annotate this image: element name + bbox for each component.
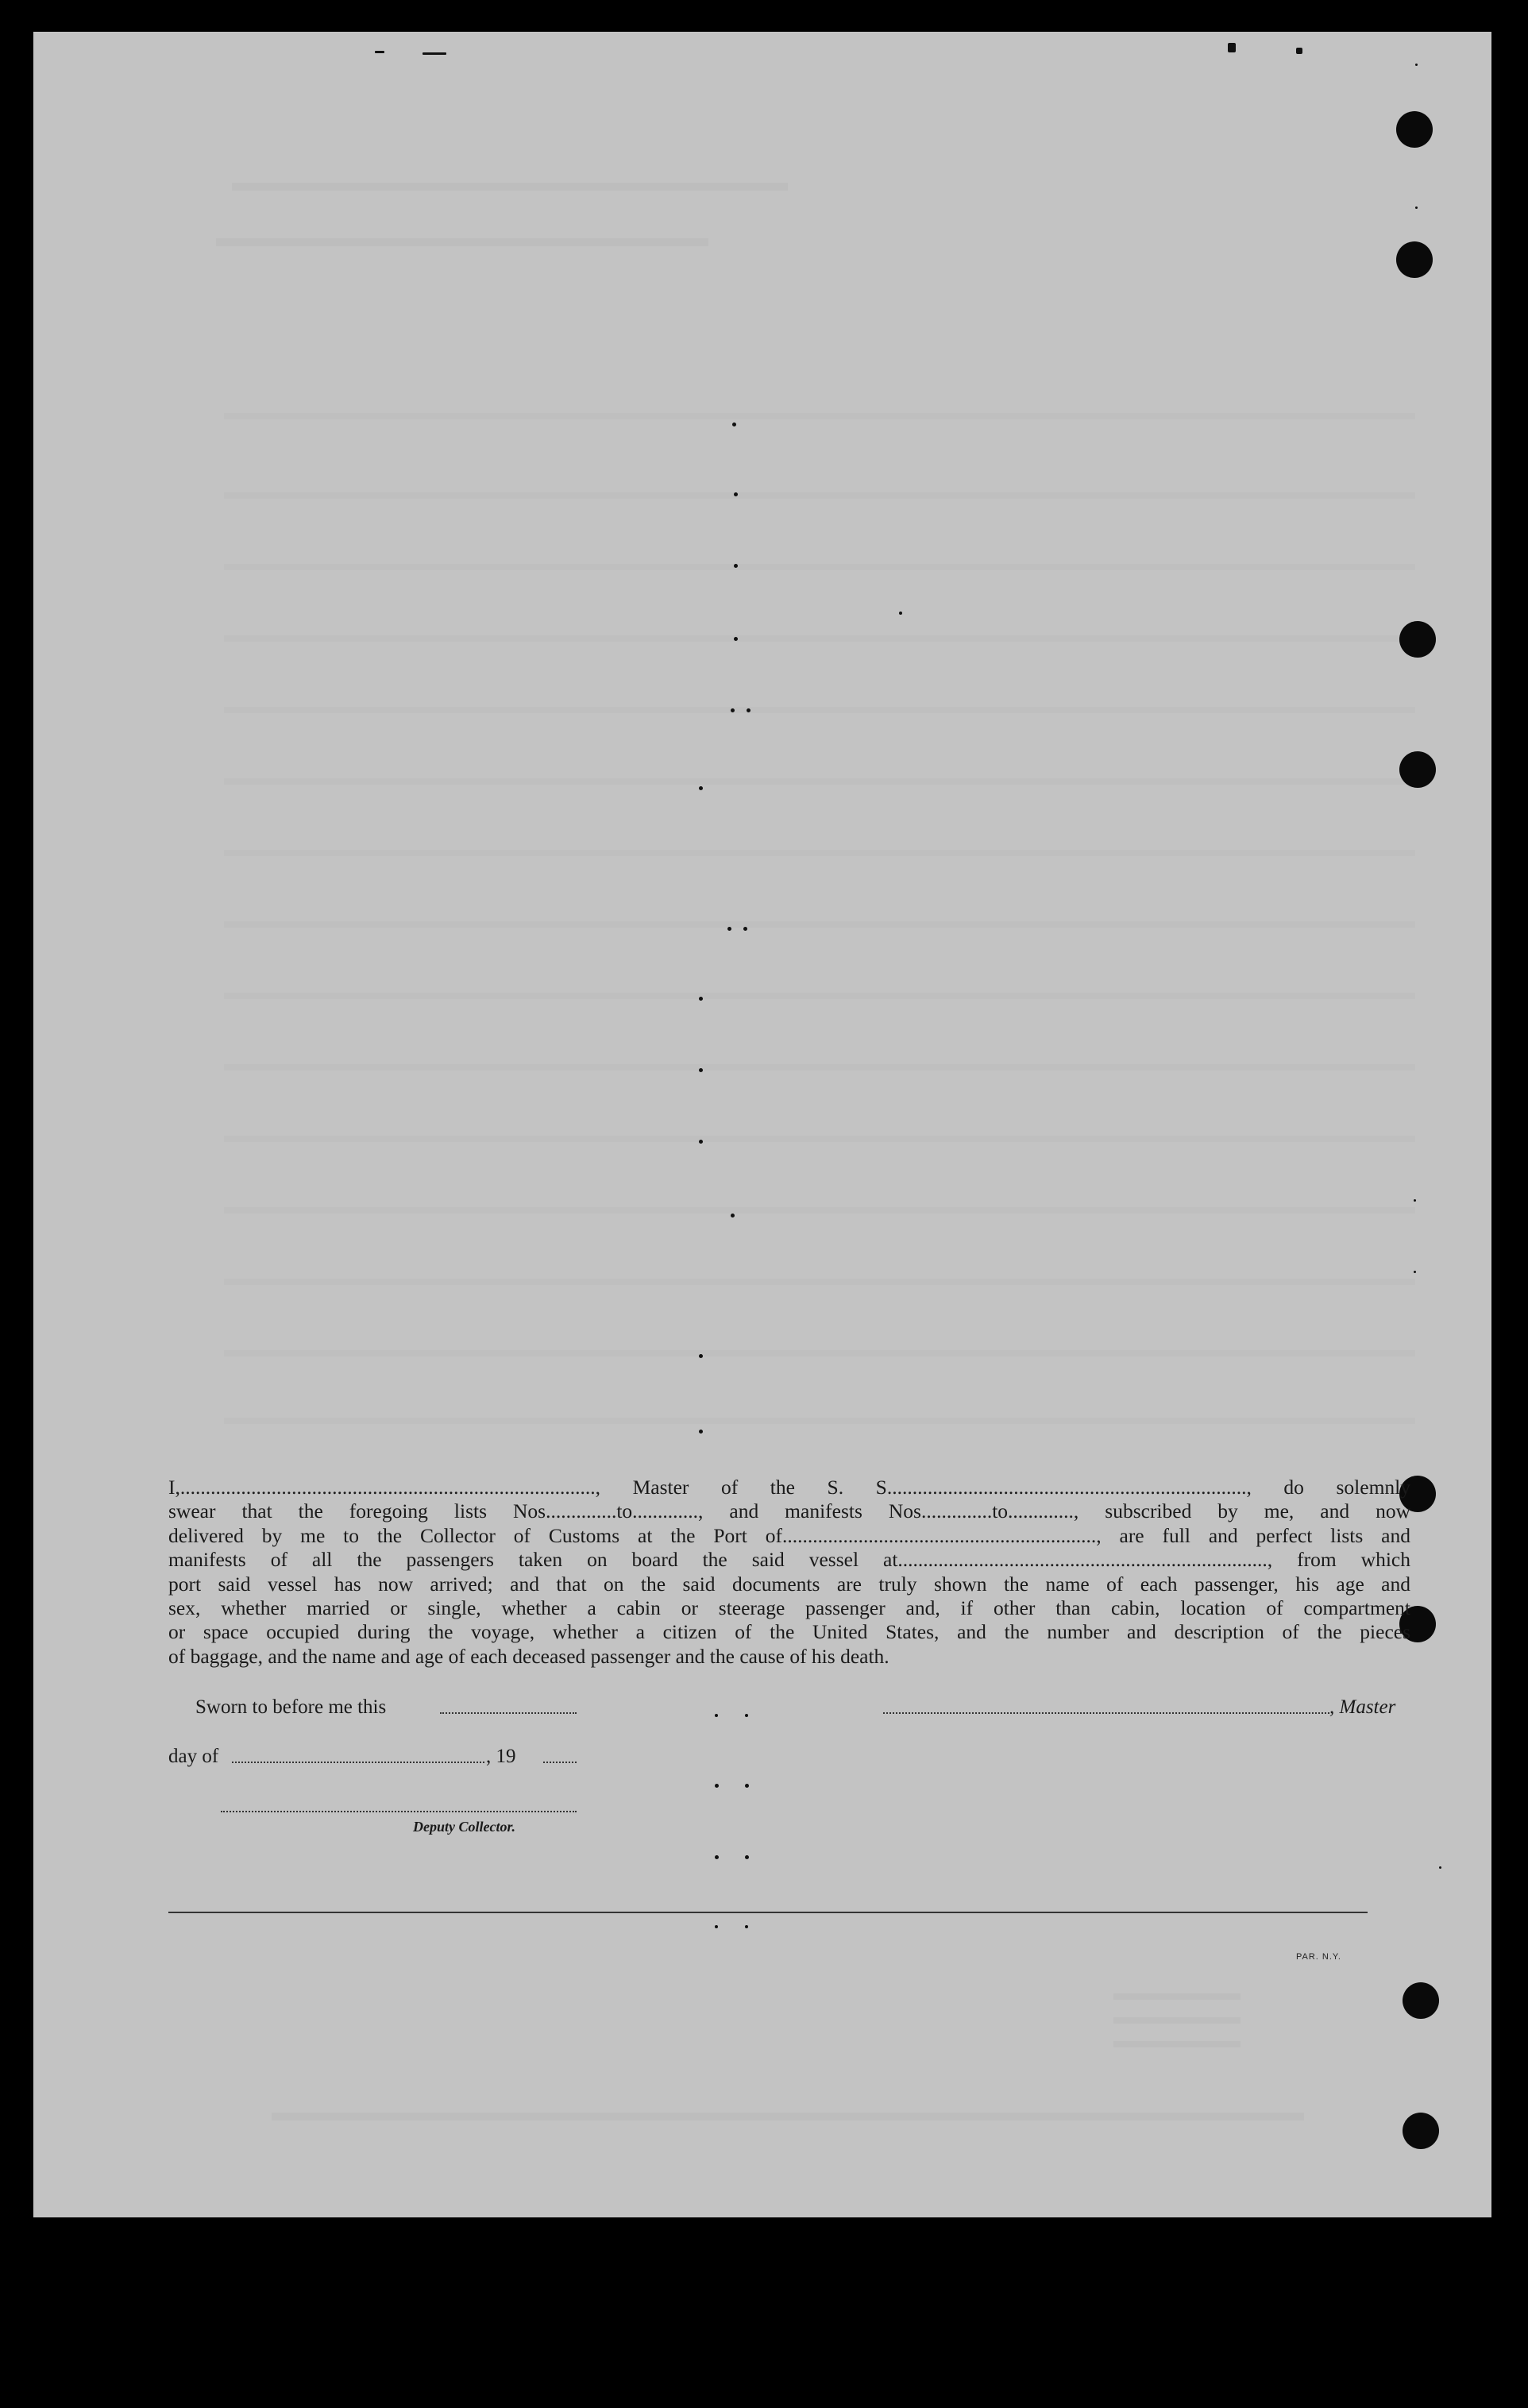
sworn-label <box>195 1696 386 1719</box>
printer-mark: PAR. N.Y. <box>1296 1952 1341 1962</box>
day-of-text: day of <box>168 1746 219 1767</box>
master-oath-paragraph <box>168 1476 1410 1669</box>
year-prefix: 19 <box>496 1746 516 1767</box>
oath-line: manifests of all the passengers taken on board the said vessel at........................................................................., from which <box>168 1548 1410 1572</box>
punch-hole <box>1399 751 1436 788</box>
oath-line: port said vessel has now arrived; and that on the said documents are truly shown the name of each passenger, his age and <box>168 1572 1410 1596</box>
day-of-label <box>168 1746 218 1768</box>
oath-line: swear that the foregoing lists Nos..............to............., and manifests Nos..............to............., subscribed by me, and now <box>168 1499 1410 1523</box>
punch-hole <box>1403 2113 1439 2149</box>
punch-hole <box>1399 621 1436 658</box>
punch-hole <box>1396 111 1433 148</box>
oath-line: or space occupied during the voyage, whether a citizen of the United States, and the number and description of the pieces <box>168 1620 1410 1644</box>
master-signature-blank <box>883 1712 1329 1714</box>
sworn-text: Sworn to before me this <box>195 1696 387 1718</box>
oath-line: I,.................................................................................., Master of the S. S......................................................................., do solemnly <box>168 1476 1410 1499</box>
horizontal-rule <box>168 1912 1368 1913</box>
day-of-blank <box>232 1762 484 1763</box>
master-label: Master <box>1339 1696 1396 1718</box>
manifest-page <box>33 32 1491 2217</box>
sworn-day-blank <box>440 1712 577 1714</box>
deputy-signature-blank <box>221 1811 577 1812</box>
oath-line: delivered by me to the Collector of Customs at the Port of.............................................................., are full and perfect lists and <box>168 1523 1410 1547</box>
deputy-collector-label: Deputy Collector. <box>413 1819 515 1835</box>
year-label: , 19 <box>486 1746 516 1767</box>
punch-hole <box>1403 1982 1439 2019</box>
punch-hole <box>1396 241 1433 278</box>
master-label-wrap: , Master <box>1329 1696 1396 1718</box>
oath-line: sex, whether married or single, whether a cabin or steerage passenger and, if other than cabin, location of compartment <box>168 1596 1410 1620</box>
oath-line: of baggage, and the name and age of each deceased passenger and the cause of his death. <box>168 1644 889 1668</box>
year-blank <box>543 1762 577 1763</box>
